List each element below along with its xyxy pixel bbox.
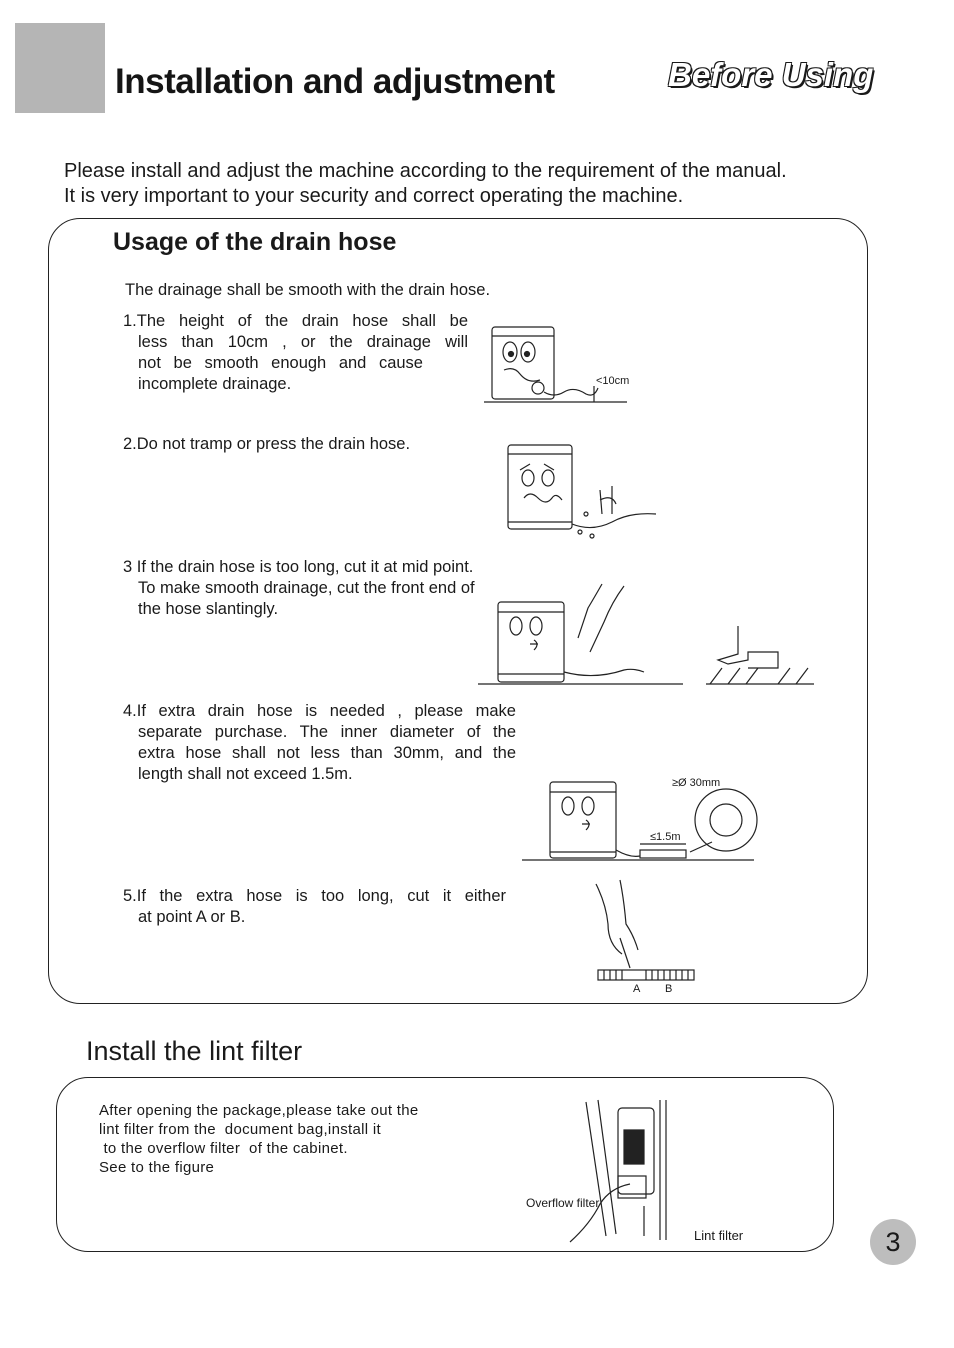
drain-item-3-line-1: 3 If the drain hose is too long, cut it at mid point. (123, 558, 474, 576)
section-tag: Before Using (668, 56, 874, 93)
drain-hose-lead: The drainage shall be smooth with the drain hose. (125, 281, 491, 299)
drain-item-1-line-1: 1.The height of the drain hose shall be (123, 312, 468, 330)
washer-extra-hose-illustration (522, 772, 762, 864)
drain-item-5 (123, 886, 506, 928)
page-title: Installation and adjustment (115, 62, 555, 101)
point-b-label: B (665, 983, 673, 995)
page-number-badge: 3 (870, 1219, 916, 1265)
header-gray-block (15, 23, 105, 113)
lint-filter-illustration (568, 1096, 678, 1246)
washer-low-hose-illustration (482, 322, 632, 407)
drain-item-3-line-2: To make smooth drainage, cut the front end of (138, 579, 475, 597)
drain-item-1-line-2: less than 10cm , or the drainage will (138, 333, 468, 351)
drain-item-4-line-1: 4.If extra drain hose is needed , please make (123, 702, 516, 720)
hand-cutting-hose-illustration (590, 878, 702, 986)
lint-filter-heading: Install the lint filter (86, 1036, 303, 1066)
drain-item-4 (123, 701, 516, 785)
length-label: ≤1.5m (650, 831, 681, 843)
overflow-filter-label: Overflow filter (526, 1196, 600, 1210)
diameter-label: ≥Ø 30mm (672, 777, 721, 789)
washer-cut-hose-illustration (478, 582, 818, 688)
drain-item-3-line-3: the hose slantingly. (138, 600, 279, 618)
point-a-label: A (633, 983, 641, 995)
diameter-value: 30mm (689, 777, 721, 789)
drain-item-5-line-1: 5.If the extra hose is too long, cut it either (123, 887, 506, 905)
drain-item-4-line-2: separate purchase. The inner diameter of the (138, 723, 516, 741)
lint-filter-line-2: lint filter from the document bag,install it (99, 1121, 381, 1138)
drain-item-5-line-2: at point A or B. (138, 908, 246, 926)
drain-item-3 (123, 557, 475, 620)
drain-item-1-line-4: incomplete drainage. (138, 375, 292, 393)
length-value: 1.5m (656, 831, 681, 843)
lint-filter-instructions (99, 1101, 419, 1177)
drain-item-4-line-4: length shall not exceed 1.5m. (138, 765, 353, 783)
lint-filter-line-3: to the overflow filter of the cabinet. (99, 1140, 348, 1157)
lint-filter-line-1: After opening the package,please take out the (99, 1102, 419, 1119)
intro-line-1: Please install and adjust the machine according to the requirement of the manual. (64, 160, 787, 182)
intro-line-2: It is very important to your security and correct operating the machine. (64, 185, 684, 207)
drain-item-1 (123, 311, 468, 395)
drain-item-4-line-3: extra hose shall not less than 30mm, and the (138, 744, 516, 762)
drain-item-2: 2.Do not tramp or press the drain hose. (123, 435, 411, 453)
height-limit-label: <10cm (596, 375, 630, 387)
drain-hose-heading: Usage of the drain hose (113, 228, 397, 256)
lint-filter-label: Lint filter (694, 1228, 744, 1243)
washer-stepped-hose-illustration (500, 440, 670, 552)
drain-item-1-line-3: not be smooth enough and cause (138, 354, 423, 372)
lint-filter-line-4: See to the figure (99, 1159, 215, 1176)
